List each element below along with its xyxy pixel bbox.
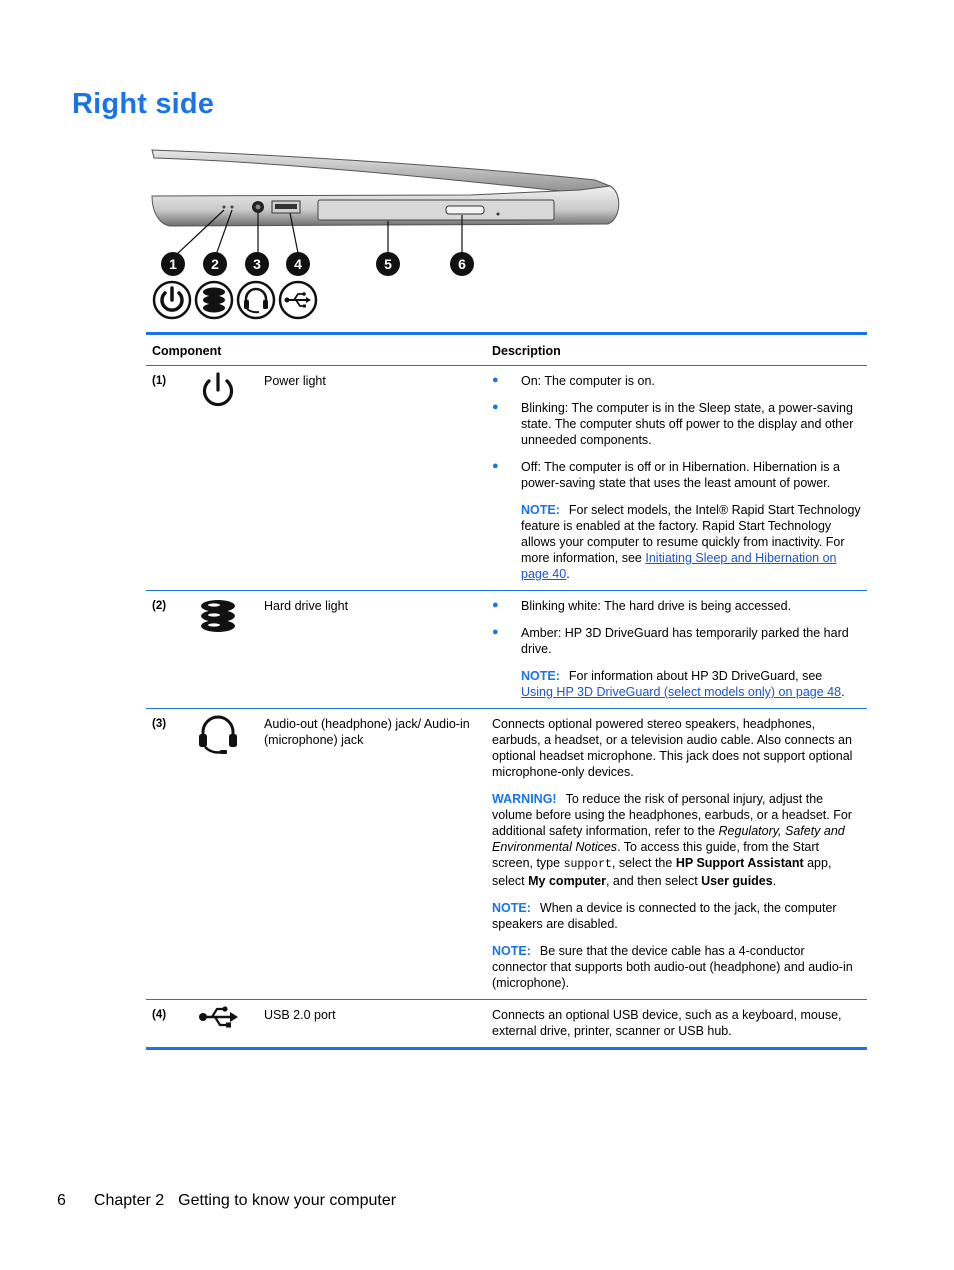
callout-5 [376, 252, 400, 276]
list-item: ● Amber: HP 3D DriveGuard has temporarily parked the hard drive. [492, 625, 861, 657]
row-number: (1) [152, 375, 167, 387]
hard-drive-icon [198, 596, 238, 636]
callout-3 [245, 252, 269, 276]
callout-1 [161, 252, 185, 276]
note-text: For information about HP 3D DriveGuard, see [568, 669, 823, 683]
page-number: 6 [57, 1192, 66, 1209]
warning-label: WARNING! [492, 792, 557, 806]
headphone-icon [238, 282, 274, 318]
usb-icon [280, 282, 316, 318]
power-icon [198, 371, 238, 411]
note-label: NOTE: [492, 901, 531, 915]
description-text: Connects an optional USB device, such as a keyboard, mouse, external drive, printer, scanner or USB hub. [492, 1008, 842, 1038]
component-description [486, 591, 867, 709]
list-item: ● Blinking: The computer is in the Sleep state, a power-saving state. The computer shuts off power to the display and other unneeded components. [492, 400, 861, 448]
component-description [486, 709, 867, 1000]
description-text: Connects optional powered stereo speakers, headphones, earbuds, a headset, or a television audio cable. Also connects an optional headset microphone. This jack does not support optional microphone-only devices. [492, 717, 853, 779]
note: NOTE: When a device is connected to the jack, the computer speakers are disabled. [492, 901, 837, 931]
callout-4 [286, 252, 310, 276]
chapter-label: Chapter 2 [93, 1192, 165, 1209]
note-text: For select models, the Intel® Rapid Start Technology feature is enabled at the factory. Rapid Start Technology allows your computer to resume quickly from inactivity. For more information, see [521, 503, 861, 565]
page-title: Right side [72, 88, 215, 120]
description-column-header: Description [492, 344, 561, 358]
svg-text:4: 4 [294, 256, 302, 272]
row-number: (4) [152, 1009, 167, 1021]
components-table [146, 332, 867, 1050]
hard-drive-icon [196, 282, 232, 318]
table-row [146, 591, 867, 709]
power-icon [154, 282, 190, 318]
right-side-illustration [140, 140, 630, 325]
note: NOTE: Be sure that the device cable has a 4-conductor connector that supports both audio-out (headphone) and audio-in (microphone). [492, 944, 853, 990]
note-label: NOTE: [521, 503, 560, 517]
component-description [486, 1000, 867, 1049]
callout-6 [450, 252, 474, 276]
svg-text:1: 1 [169, 256, 177, 272]
row-number: (2) [152, 600, 167, 612]
list-item: ● On: The computer is on. [492, 373, 861, 389]
component-column-header: Component [152, 344, 222, 358]
sleep-hibernation-link[interactable]: Initiating Sleep and Hibernation on page 40 [521, 551, 837, 581]
component-name: Hard drive light [264, 599, 349, 613]
chapter-title: Getting to know your computer [178, 1192, 397, 1209]
component-name: Audio-out (headphone) jack/ Audio-in (microphone) jack [264, 717, 470, 747]
headphone-icon [198, 714, 238, 756]
table-row [146, 1000, 867, 1049]
svg-text:3: 3 [253, 256, 261, 272]
component-description [486, 366, 867, 591]
svg-text:2: 2 [211, 256, 219, 272]
list-item: ● Off: The computer is off or in Hibernation. Hibernation is a power-saving state that uses the least amount of power. [492, 459, 861, 491]
warning: WARNING! To reduce the risk of personal injury, adjust the volume before using the headphones, earbuds, or a headset. For additional safety information, refer to the Regulatory, Safety and Environmental Notices. To access this guide, from the Start screen, type support, select the HP Support Assistant app, select My computer, and then select User guides. [492, 792, 852, 888]
note-label: NOTE: [492, 944, 531, 958]
row-number: (3) [152, 718, 167, 730]
component-name: USB 2.0 port [264, 1008, 336, 1022]
note: NOTE: For select models, the Intel® Rapid Start Technology feature is enabled at the factory. Rapid Start Technology allows your computer to resume quickly from inactivity. For more information, see Initiating Sleep and Hibernation on page 40. [521, 503, 861, 581]
svg-text:5: 5 [384, 256, 392, 272]
laptop-side-view [152, 150, 619, 226]
table-row [146, 366, 867, 591]
component-name: Power light [264, 374, 326, 388]
driveguard-link[interactable]: Using HP 3D DriveGuard (select models only) on page 48 [521, 685, 842, 699]
usb-icon [198, 1005, 240, 1029]
table-header-row [146, 334, 867, 366]
svg-text:6: 6 [458, 256, 466, 272]
note-label: NOTE: [521, 669, 560, 683]
page-footer [57, 1192, 396, 1210]
table-row [146, 709, 867, 1000]
callout-2 [203, 252, 227, 276]
code-text: support [563, 858, 612, 871]
list-item: ● Blinking white: The hard drive is being accessed. [492, 598, 861, 614]
note: NOTE: For information about HP 3D DriveGuard, see Using HP 3D DriveGuard (select models only) on page 48. [521, 669, 845, 699]
